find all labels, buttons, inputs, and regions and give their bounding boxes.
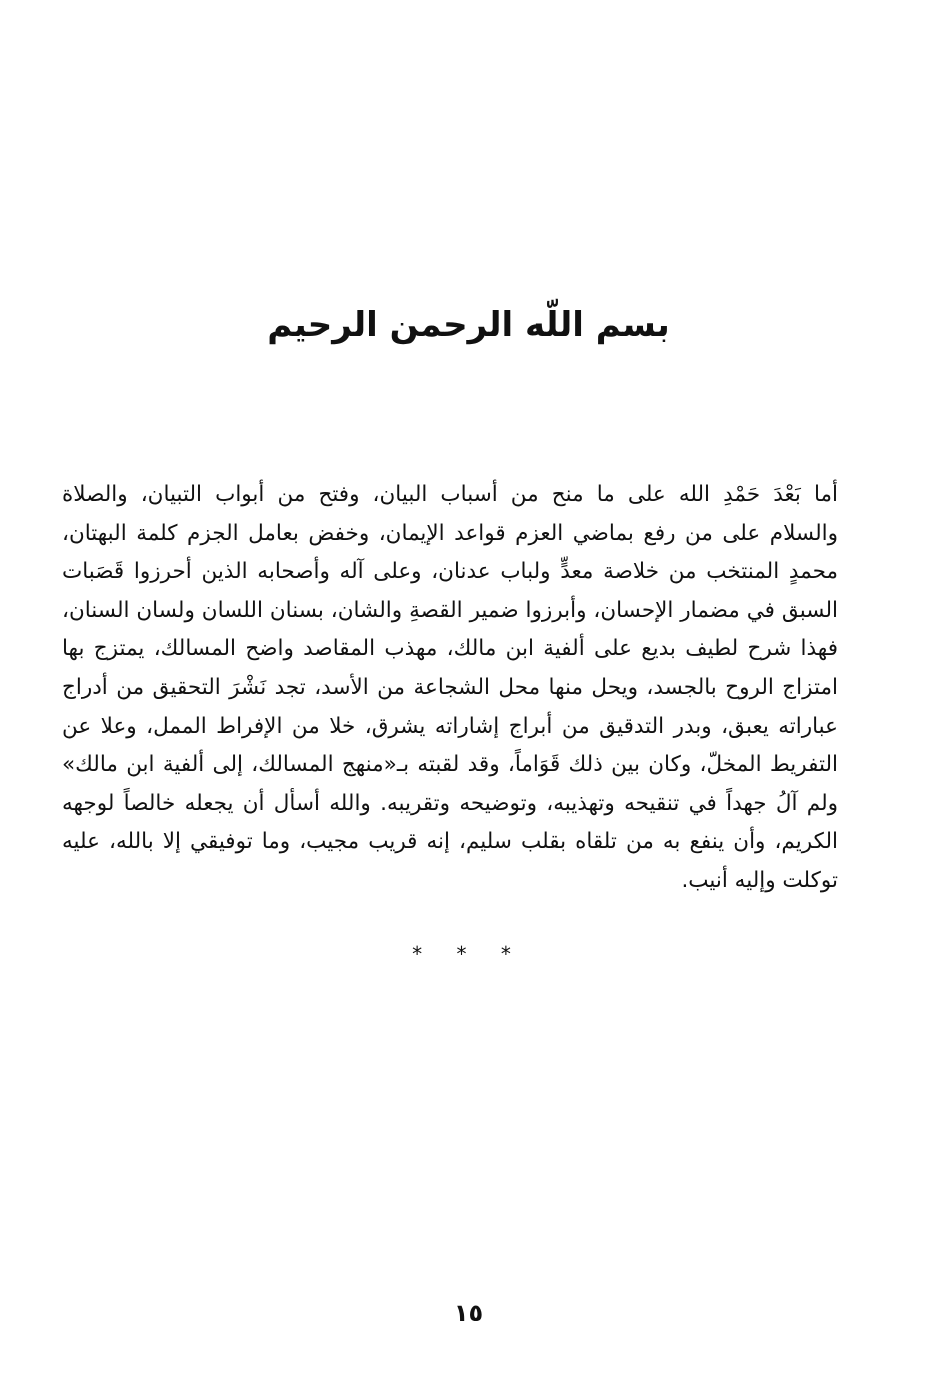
text-line: الكريم، وأن ينفع به من تلقاه بقلب سليم، إنه قريب مجيب، وما توفيقي إلا بالله، عليه [62,829,838,855]
text-line: فهذا شرح لطيف بديع على ألفية ابن مالك، مهذب المقاصد واضح المسالك، يمتزج بها [62,636,838,662]
basmala-heading: بسم اللّه الرحمن الرحيم [267,305,670,345]
text-line: السبق في مضمار الإحسان، وأبرزوا ضمير القصةِ والشان، بسنان اللسان ولسان السنان، [62,597,838,623]
text-line: التفريط المخلّ، وكان بين ذلك قَوَاماً، وقد لقبته بـ«منهج المسالك، إلى ألفية ابن مالك» [62,752,838,778]
text-line: محمدٍ المنتخب من خلاصة معدٍّ ولباب عدنان، وعلى آله وأصحابه الذين أحرزوا قَصَبات [62,559,838,585]
text-line: توكلت وإليه أنيب. [681,867,838,893]
text-line: امتزاج الروح بالجسد، ويحل منها محل الشجاعة من الأسد، تجد نَشْرَ التحقيق من أدراج [62,674,838,700]
text-line: ولم آلُ جهداً في تنقيحه وتهذيبه، وتوضيحه وتقريبه. والله أسأل أن يجعله خالصاً لوجهه [62,790,838,816]
text-line: عباراته يعبق، وبدر التدقيق من أبراج إشاراته يشرق، خلا من الإفراط الممل، وعلا عن [62,713,838,739]
page-number: ١٥ [453,1299,484,1327]
section-separator: * * * [412,942,525,966]
body-paragraph [62,476,838,901]
text-line: أما بَعْدَ حَمْدِ الله على ما منح من أسباب البيان، وفتح من أبواب التبيان، والصلاة [62,482,838,507]
text-line: والسلام على من رفع بماضي العزم قواعد الإيمان، وخفض بعامل الجزم كلمة البهتان، [62,520,838,546]
